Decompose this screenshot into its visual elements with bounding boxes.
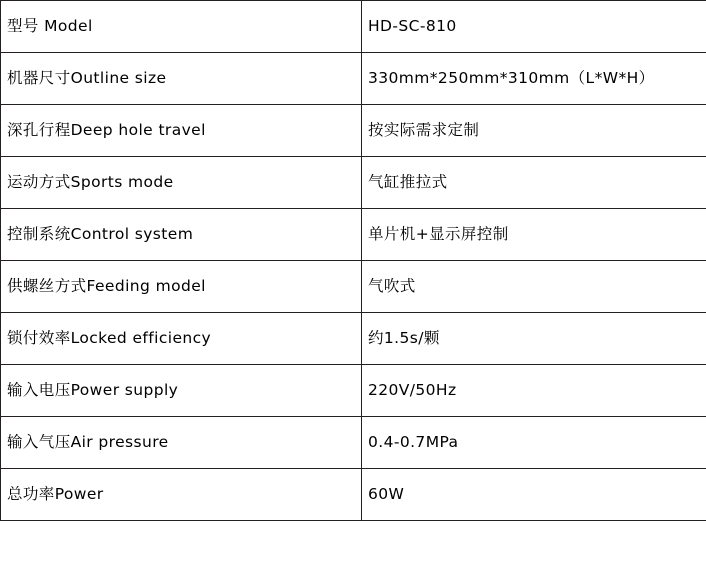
- spec-value: 220V/50Hz: [362, 365, 706, 417]
- specification-table-body: [1, 1, 706, 521]
- spec-value: 约1.5s/颗: [362, 313, 706, 365]
- spec-value: 按实际需求定制: [362, 105, 706, 157]
- table-row: [1, 261, 706, 313]
- spec-value: 60W: [362, 469, 706, 521]
- table-row: [1, 469, 706, 521]
- table-row: [1, 209, 706, 261]
- spec-label: 深孔行程Deep hole travel: [1, 105, 362, 157]
- table-row: [1, 157, 706, 209]
- table-row: [1, 365, 706, 417]
- table-row: [1, 313, 706, 365]
- spec-value: 330mm*250mm*310mm（L*W*H）: [362, 53, 706, 105]
- table-row: [1, 105, 706, 157]
- spec-label: 总功率Power: [1, 469, 362, 521]
- spec-label: 运动方式Sports mode: [1, 157, 362, 209]
- spec-value: HD-SC-810: [362, 1, 706, 53]
- spec-label: 机器尺寸Outline size: [1, 53, 362, 105]
- spec-value: 气缸推拉式: [362, 157, 706, 209]
- spec-value: 单片机+显示屏控制: [362, 209, 706, 261]
- spec-value: 0.4-0.7MPa: [362, 417, 706, 469]
- table-row: [1, 1, 706, 53]
- table-row: [1, 417, 706, 469]
- spec-label: 控制系统Control system: [1, 209, 362, 261]
- spec-label: 型号 Model: [1, 1, 362, 53]
- spec-label: 输入气压Air pressure: [1, 417, 362, 469]
- table-row: [1, 53, 706, 105]
- spec-value: 气吹式: [362, 261, 706, 313]
- spec-label: 输入电压Power supply: [1, 365, 362, 417]
- spec-label: 锁付效率Locked efficiency: [1, 313, 362, 365]
- spec-label: 供螺丝方式Feeding model: [1, 261, 362, 313]
